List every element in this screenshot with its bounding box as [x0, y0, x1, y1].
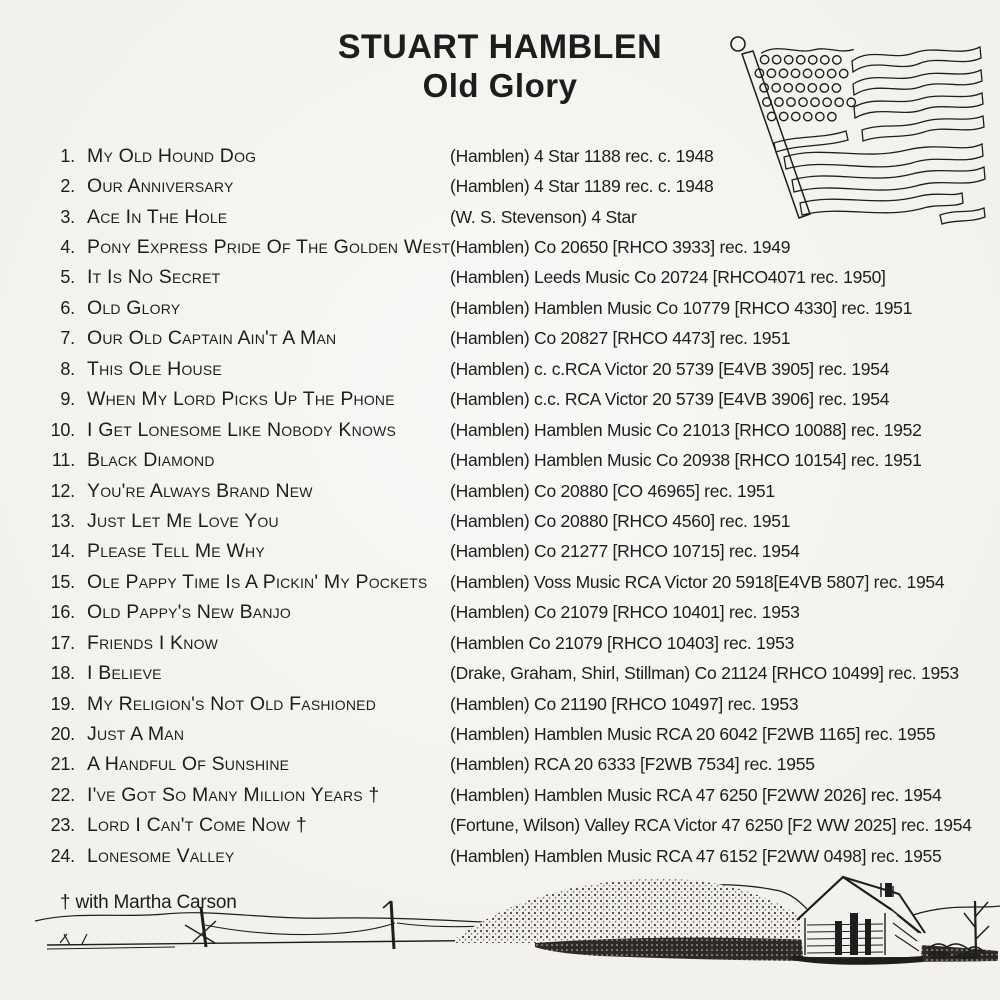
track-number: 11.	[51, 450, 75, 471]
track-number: 5.	[60, 267, 75, 288]
track-credits: (Drake, Graham, Shirl, Stillman) Co 21124 [RHCO 10499] rec. 1953	[450, 663, 959, 684]
track-title: My Religion's Not Old Fashioned	[87, 692, 377, 715]
track-row	[45, 537, 993, 567]
track-title: Black Diamond	[87, 449, 215, 472]
track-number: 1.	[60, 145, 75, 166]
track-row	[45, 293, 993, 323]
track-row	[45, 232, 993, 262]
track-row	[45, 445, 993, 475]
track-number: 24.	[50, 845, 75, 866]
track-row	[45, 811, 993, 841]
track-credits: (Hamblen) Co 20650 [RHCO 3933] rec. 1949	[450, 237, 791, 258]
track-row	[45, 415, 993, 445]
track-credits: (Hamblen) Hamblen Music RCA 20 6042 [F2WB 1165] rec. 1955	[450, 724, 936, 745]
track-title: Lord I Can't Come Now †	[87, 814, 307, 837]
track-number: 21.	[50, 754, 75, 775]
artist-name: STUART HAMBLEN	[337, 28, 663, 66]
track-title: When My Lord Picks Up The Phone	[87, 388, 395, 411]
track-title: Our Anniversary	[87, 175, 234, 198]
track-title: I Believe	[87, 662, 162, 685]
track-number: 15.	[50, 571, 75, 592]
track-row	[45, 780, 993, 810]
track-number: 18.	[50, 663, 75, 684]
track-number: 10.	[50, 419, 75, 440]
track-title: A Handful Of Sunshine	[87, 753, 290, 776]
track-number: 7.	[60, 328, 75, 349]
track-row	[45, 202, 993, 232]
track-number: 22.	[50, 784, 75, 805]
track-row	[45, 628, 993, 658]
track-credits: (Hamblen) c.c. RCA Victor 20 5739 [E4VB 3906] rec. 1954	[450, 389, 890, 410]
track-credits: (Hamblen) Leeds Music Co 20724 [RHCO4071 rec. 1950]	[450, 267, 886, 288]
track-title: Our Old Captain Ain't A Man	[87, 327, 337, 350]
track-credits: (W. S. Stevenson) 4 Star	[450, 206, 637, 227]
track-row	[45, 354, 993, 384]
track-row	[45, 171, 993, 201]
track-list	[45, 141, 993, 872]
track-credits: (Hamblen) Hamblen Music Co 21013 [RHCO 10088] rec. 1952	[450, 419, 922, 440]
track-row	[45, 689, 993, 719]
track-row	[45, 658, 993, 688]
track-number: 9.	[60, 389, 75, 410]
track-title: I've Got So Many Million Years †	[87, 783, 380, 806]
track-title: Just Let Me Love You	[87, 509, 279, 532]
track-credits: (Hamblen) c. c.RCA Victor 20 5739 [E4VB 3905] rec. 1954	[450, 358, 890, 379]
track-number: 17.	[50, 632, 75, 653]
track-title: I Get Lonesome Like Nobody Knows	[87, 418, 396, 441]
flag-canton-stars	[751, 41, 860, 128]
track-credits: (Hamblen Co 21079 [RHCO 10403] rec. 1953	[450, 632, 795, 653]
track-row	[45, 750, 993, 780]
track-title: Just A Man	[87, 723, 185, 746]
track-number: 20.	[50, 724, 75, 745]
track-row	[45, 263, 993, 293]
track-title: Old Glory	[87, 296, 181, 319]
track-number: 3.	[60, 206, 75, 227]
track-credits: (Hamblen) 4 Star 1189 rec. c. 1948	[450, 176, 714, 197]
prairie-log-cabin-illustration	[35, 863, 1000, 975]
track-credits: (Hamblen) Co 21190 [RHCO 10497] rec. 1953	[450, 693, 799, 714]
track-credits: (Hamblen) RCA 20 6333 [F2WB 7534] rec. 1955	[450, 754, 815, 775]
dagger-footnote: † with Martha Carson	[60, 892, 237, 913]
album-title: Old Glory	[422, 67, 578, 105]
track-title: Pony Express Pride Of The Golden West	[87, 236, 450, 259]
track-credits: (Hamblen) Co 21079 [RHCO 10401] rec. 1953	[450, 602, 800, 623]
track-credits: (Fortune, Wilson) Valley RCA Victor 47 6250 [F2 WW 2025] rec. 1954	[450, 815, 972, 836]
track-number: 23.	[50, 815, 75, 836]
track-credits: (Hamblen) Voss Music RCA Victor 20 5918[E4VB 5807] rec. 1954	[450, 571, 945, 592]
track-credits: (Hamblen) Co 20880 [CO 46965] rec. 1951	[450, 480, 775, 501]
track-credits: (Hamblen) Hamblen Music Co 10779 [RHCO 4330] rec. 1951	[450, 297, 913, 318]
track-number: 2.	[60, 176, 75, 197]
track-number: 13.	[50, 510, 75, 531]
track-credits: (Hamblen) Hamblen Music RCA 47 6250 [F2WW 2026] rec. 1954	[450, 784, 942, 805]
track-number: 19.	[50, 693, 75, 714]
track-row	[45, 719, 993, 749]
track-number: 4.	[60, 237, 75, 258]
track-row	[45, 141, 993, 171]
track-credits: (Hamblen) Co 20827 [RHCO 4473] rec. 1951	[450, 328, 791, 349]
track-credits: (Hamblen) Hamblen Music Co 20938 [RHCO 10154] rec. 1951	[450, 450, 922, 471]
track-credits: (Hamblen) Hamblen Music RCA 47 6152 [F2WW 0498] rec. 1955	[450, 845, 942, 866]
track-title: It Is No Secret	[87, 266, 221, 289]
track-title: Ole Pappy Time Is A Pickin' My Pockets	[87, 570, 428, 593]
track-number: 6.	[60, 297, 75, 318]
track-row	[45, 476, 993, 506]
track-number: 14.	[50, 541, 75, 562]
track-title: Old Pappy's New Banjo	[87, 601, 291, 624]
track-credits: (Hamblen) 4 Star 1188 rec. c. 1948	[450, 145, 714, 166]
track-title: My Old Hound Dog	[87, 144, 257, 167]
track-title: You're Always Brand New	[87, 479, 313, 502]
track-title: Ace In The Hole	[87, 205, 228, 228]
track-credits: (Hamblen) Co 20880 [RHCO 4560] rec. 1951	[450, 510, 791, 531]
track-title: Friends I Know	[87, 631, 219, 654]
log-cabin	[791, 877, 925, 965]
track-credits: (Hamblen) Co 21277 [RHCO 10715] rec. 1954	[450, 541, 800, 562]
track-title: Lonesome Valley	[87, 844, 235, 867]
track-number: 8.	[60, 358, 75, 379]
track-title: Please Tell Me Why	[87, 540, 265, 563]
track-row	[45, 385, 993, 415]
track-row	[45, 324, 993, 354]
track-number: 16.	[50, 602, 75, 623]
track-number: 12.	[50, 480, 75, 501]
track-row	[45, 567, 993, 597]
track-title: This Ole House	[87, 357, 222, 380]
track-row	[45, 598, 993, 628]
track-row	[45, 506, 993, 536]
